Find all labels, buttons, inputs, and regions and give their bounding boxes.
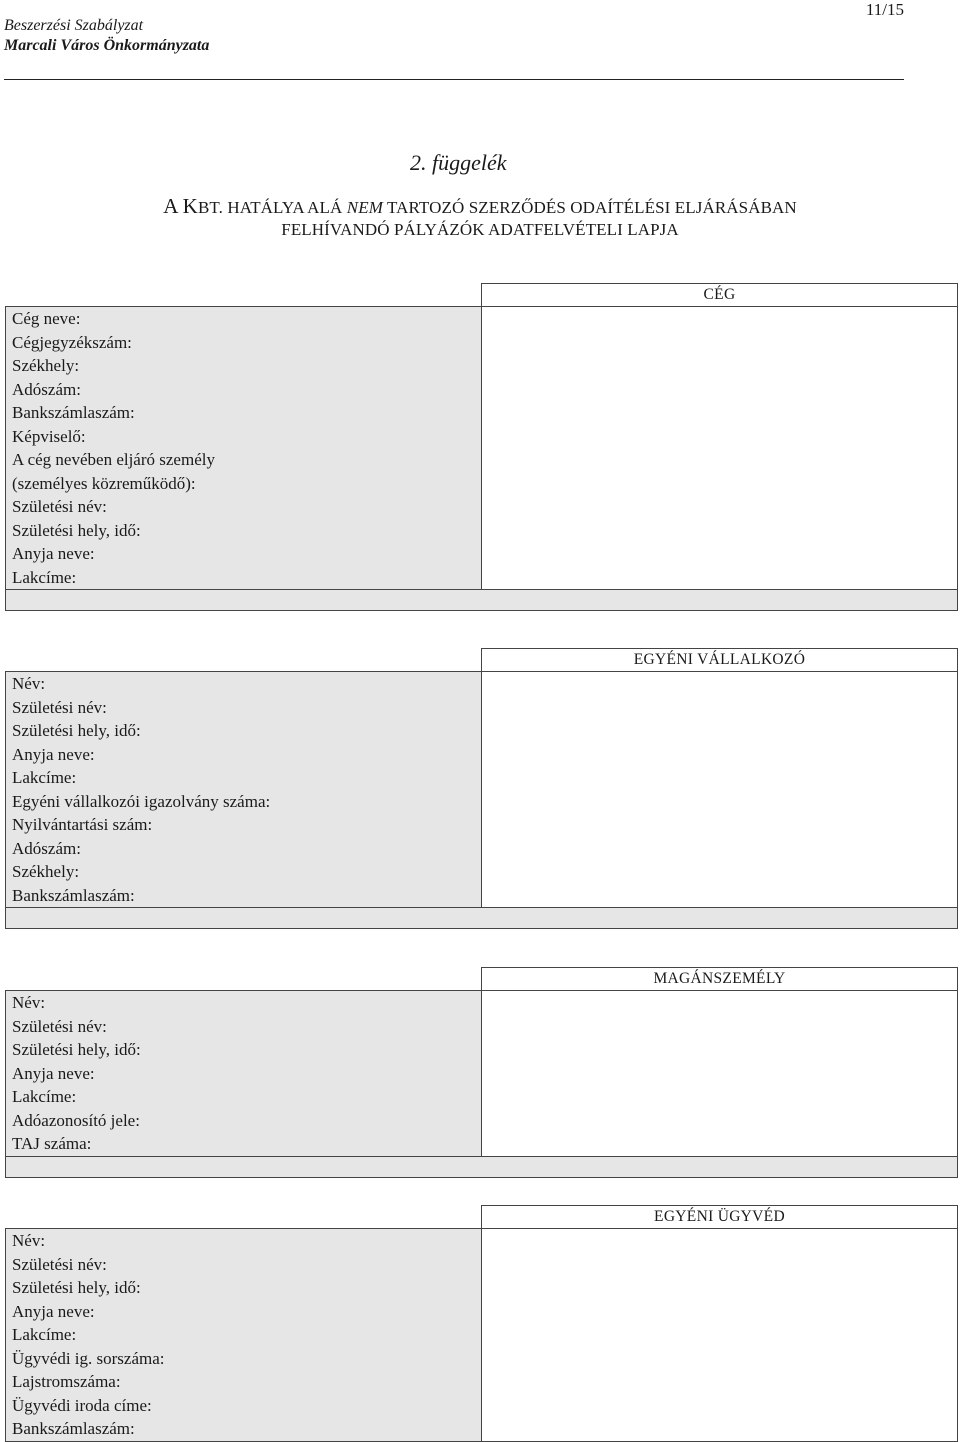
section-company: [5, 283, 958, 611]
field-label: Cégjegyzékszám:: [12, 332, 132, 352]
section-sole-trader: [5, 648, 958, 929]
field-labels: [6, 991, 482, 1157]
field-values-area[interactable]: [482, 307, 958, 590]
field-label: (személyes közreműködő):: [12, 473, 196, 493]
field-label: Név:: [12, 1231, 46, 1250]
field-labels: [6, 672, 482, 908]
field-label: A cég nevében eljáró személy: [12, 450, 215, 469]
field-label: Anyja neve:: [12, 1301, 95, 1321]
section-heading: EGYÉNI ÜGYVÉD: [482, 1206, 958, 1229]
field-label: Lajstromszáma:: [12, 1372, 121, 1391]
header-divider: [4, 79, 904, 80]
section-head-spacer: [6, 649, 482, 672]
field-label-list: [12, 1229, 475, 1441]
field-label: Név:: [12, 674, 46, 693]
field-label: Nyilvántartási szám:: [12, 815, 153, 834]
field-label: Lakcíme:: [12, 768, 77, 787]
field-values-area[interactable]: [482, 991, 958, 1157]
field-label: Bankszámlaszám:: [12, 403, 135, 422]
field-label: Anyja neve:: [12, 544, 95, 563]
field-label-list: [12, 307, 475, 589]
field-label: Bankszámlaszám:: [12, 1419, 135, 1438]
section-footer: [6, 908, 958, 929]
field-label: Ügyvédi iroda címe:: [12, 1395, 152, 1415]
form-title-line2: FELHÍVANDÓ PÁLYÁZÓK ADATFELVÉTELI LAPJA: [281, 220, 679, 239]
field-label: Lakcíme:: [12, 1087, 77, 1106]
field-label: Székhely:: [12, 862, 80, 881]
field-label: Születési hely, idő:: [12, 1040, 141, 1059]
field-label: Ügyvédi ig. sorszáma:: [12, 1348, 165, 1368]
field-values-area[interactable]: [482, 672, 958, 908]
field-label: Adóazonosító jele:: [12, 1110, 140, 1130]
section-sole-lawyer: [5, 1205, 958, 1442]
field-label: Anyja neve:: [12, 744, 95, 764]
field-label: Születési név:: [12, 497, 107, 516]
field-values-area[interactable]: [482, 1229, 958, 1442]
page-number: 11/15: [865, 0, 904, 19]
field-labels: [6, 1229, 482, 1442]
field-label: Cég neve:: [12, 309, 81, 328]
field-label-list: [12, 991, 475, 1156]
regulation-title: Beszerzési Szabályzat: [4, 17, 144, 34]
form-title-line1: A KBT. HATÁLYA ALÁ NEM TARTOZÓ SZERZŐDÉS ODAÍTÉLÉSI ELJÁRÁSÁBAN: [163, 194, 797, 218]
field-label: Lakcíme:: [12, 1325, 77, 1344]
document-header: [4, 16, 209, 56]
section-heading: EGYÉNI VÁLLALKOZÓ: [482, 649, 958, 672]
section-head-spacer: [6, 284, 482, 307]
field-label: Képviselő:: [12, 426, 86, 446]
field-label: Székhely:: [12, 356, 80, 375]
field-label: Egyéni vállalkozói igazolvány száma:: [12, 791, 271, 811]
field-label: TAJ száma:: [12, 1134, 92, 1153]
field-label: Név:: [12, 993, 46, 1012]
field-label-list: [12, 672, 475, 907]
municipality-name: Marcali Város Önkormányzata: [4, 37, 210, 54]
field-label: Születési név:: [12, 1016, 107, 1036]
section-head-spacer: [6, 1206, 482, 1229]
field-label: Születési hely, idő:: [12, 520, 141, 540]
section-head-spacer: [6, 968, 482, 991]
field-label: Születési hely, idő:: [12, 721, 141, 740]
field-label: Anyja neve:: [12, 1063, 95, 1083]
section-heading: CÉG: [482, 284, 958, 307]
field-label: Születési név:: [12, 697, 107, 717]
section-heading: MAGÁNSZEMÉLY: [482, 968, 958, 991]
field-label: Adószám:: [12, 838, 81, 858]
appendix-label: 2. függelék: [410, 150, 507, 175]
field-label: Bankszámlaszám:: [12, 885, 135, 905]
field-label: Adószám:: [12, 379, 81, 399]
section-footer: [6, 1156, 958, 1177]
field-label: Születési név:: [12, 1254, 107, 1274]
section-private-person: [5, 967, 958, 1178]
section-footer: [6, 590, 958, 611]
field-label: Lakcíme:: [12, 567, 77, 587]
field-label: Születési hely, idő:: [12, 1278, 141, 1297]
field-labels: [6, 307, 482, 590]
